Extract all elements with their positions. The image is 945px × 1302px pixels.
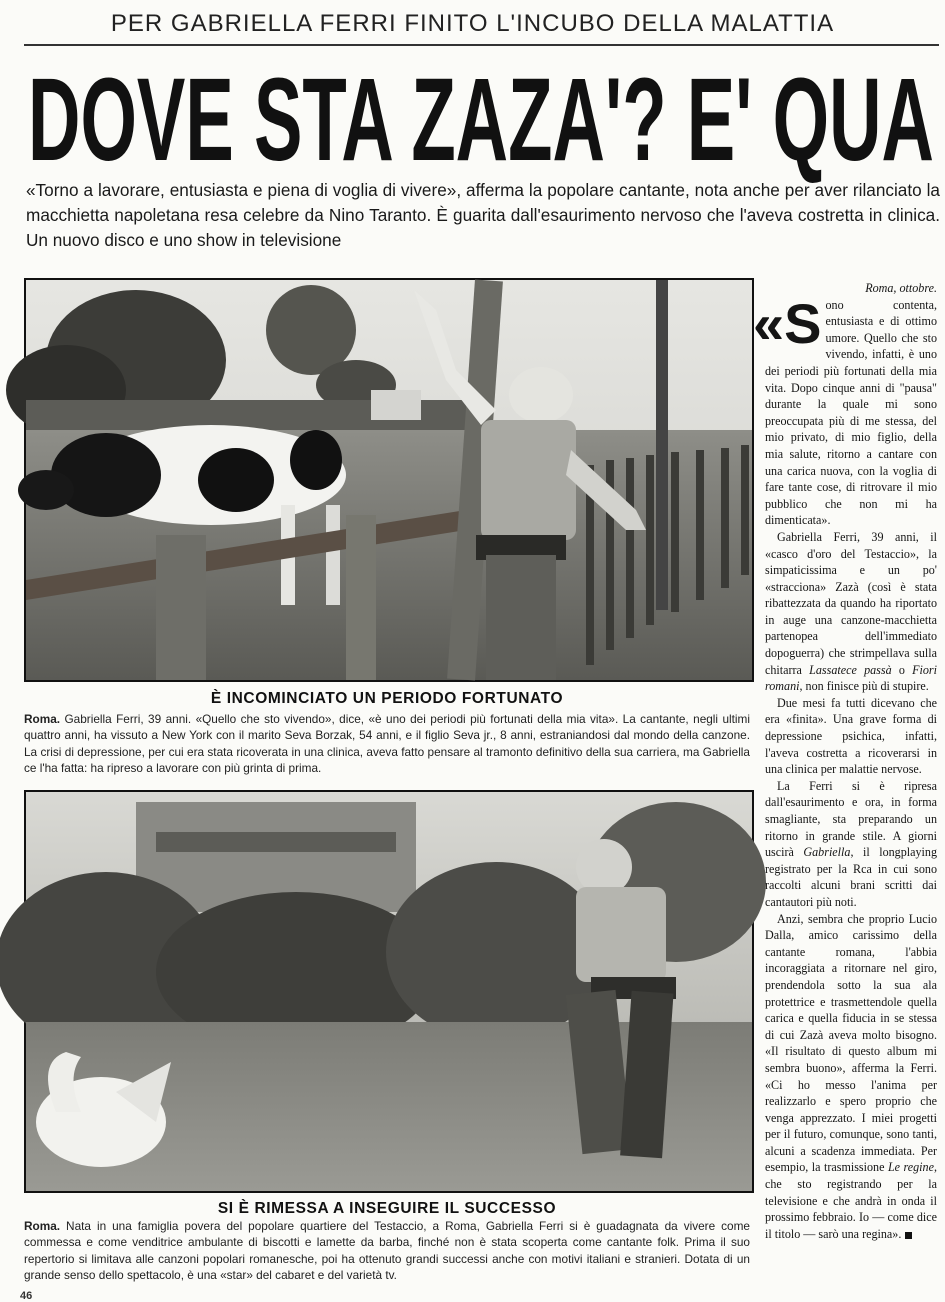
photo-woman-with-cow <box>24 278 754 682</box>
caption1-lead: Roma. <box>24 712 61 726</box>
caption2-body: Nata in una famiglia povera del popolare quartiere del Testaccio, a Roma, Gabriella Ferri si è guadagnata da vivere come commessa e come venditrice ambulante di biscotti e lamette da barba, finché non è stata scoperta come cantante folk. Prima il suo repertorio si limitava alle canzoni popolari romanesche, poi ha ottenuto grandi successi anche con motivi italiani e stranieri. Dotata di un grande senso dello spettacolo, è una «star» del cabaret e del varietà tv. <box>24 1219 750 1283</box>
article-column <box>753 280 938 1290</box>
caption2-title: SI È RIMESSA A INSEGUIRE IL SUCCESSO <box>217 1200 557 1217</box>
headline <box>24 54 939 186</box>
caption1-body: Gabriella Ferri, 39 anni. «Quello che sto vivendo», dice, «è uno dei periodi più fortunati della mia vita». La cantante, negli ultimi quattro anni, ha vissuto a New York con il marito Seva Borzak, 54 anni, e il figlio Seva jr., 8 anni, estraniandosi dal mondo della canzone. La crisi di depressione, per cui era stata ricoverata in una clinica, aveva fatto pensare al tramonto definitivo della sua carriera, ma Gabriella ce l'ha fatta: ha ripreso a lavorare con più grinta di prima. <box>24 712 750 776</box>
end-mark <box>905 1232 912 1239</box>
caption1-title: È INCOMINCIATO UN PERIODO FORTUNATO <box>210 690 564 707</box>
kicker: PER GABRIELLA FERRI FINITO L'INCUBO DELLA MALATTIA <box>110 10 835 37</box>
article-p3: Due mesi fa tutti dicevano che era «finita». Una grave forma di depressione psichica, infatti, l'aveva costretta a ricoverarsi in una clinica per malattie nervose. <box>765 695 937 777</box>
page-number: 46 <box>20 1290 33 1302</box>
caption2-text <box>24 1218 750 1284</box>
caption2-lead: Roma. <box>24 1219 61 1233</box>
caption1-text <box>24 711 750 777</box>
article-p5: Anzi, sembra che proprio Lucio Dalla, amico carissimo della cantante romana, l'abbia incoraggiata a ritornare nel giro, prendendola sotto la sua ala protettrice e trasmettendole quella carica e quella fiducia in se stessa di cui Zazà aveva molto bisogno. «Il risultato di questo album mi sembra buono», afferma la Ferri. «Ci ho messo l'anima per realizzarlo e spero proprio che venga apprezzato. I miei progetti per il futuro, comunque, sono tanti, alcuni a scadenza immediata. Per esempio, la trasmissione Le regine, che sto registrando per la televisione e che andrà in onda il prossimo febbraio. Io — come dice il titolo — sarò una regina». <box>765 911 937 1241</box>
article-dateline: Roma, ottobre. <box>865 281 937 295</box>
kicker-rule <box>24 44 939 46</box>
article-p1: ono contenta, entusiasta e di ottimo umore. Quello che sto vivendo, infatti, è uno dei periodi più fortunati della mia vita. Dopo cinque anni di "pausa" durante la quale mi sono preoccupata più di me stessa, del mio privato, di mio figlio, della mia salute, ritorno a cantare con una carica nuova, con la voglia di fare tante cose, di ritrovare il mio pubblico che non mi ha dimenticata». <box>765 297 937 528</box>
headline-text: DOVE STA ZAZA'? E' QUA <box>28 54 934 186</box>
photo-woman-with-goose <box>24 790 754 1193</box>
standfirst: «Torno a lavorare, entusiasta e piena di voglia di vivere», afferma la popolare cantante, nota anche per aver rilanciato la macchietta napoletana resa celebre da Nino Taranto. È guarita dall'esaurimento nervoso che l'aveva costretta in clinica. Un nuovo disco e uno show in televisione <box>26 180 940 250</box>
article-p2: Gabriella Ferri, 39 anni, il «casco d'oro del Testaccio», la simpaticissima e un po' «stracciona» Zazà (così è stata ribattezzata da quando ha riportato in auge una canzone-macchietta partenopea dell'immediato dopoguerra) che strimpellava sulla chitarra Lassatece passà o Fiori romani, non finisce più di stupire. <box>765 529 938 694</box>
article-dropcap: «S <box>753 291 822 355</box>
article-p4: La Ferri si è ripresa dall'esaurimento e ora, in forma smagliante, sta preparando un ritorno in grande stile. A giorni uscirà Gabriella, il longplaying registrato per la Rca in cui sono raccolti alcuni brani scritti dai cantautori più noti. <box>765 778 937 909</box>
